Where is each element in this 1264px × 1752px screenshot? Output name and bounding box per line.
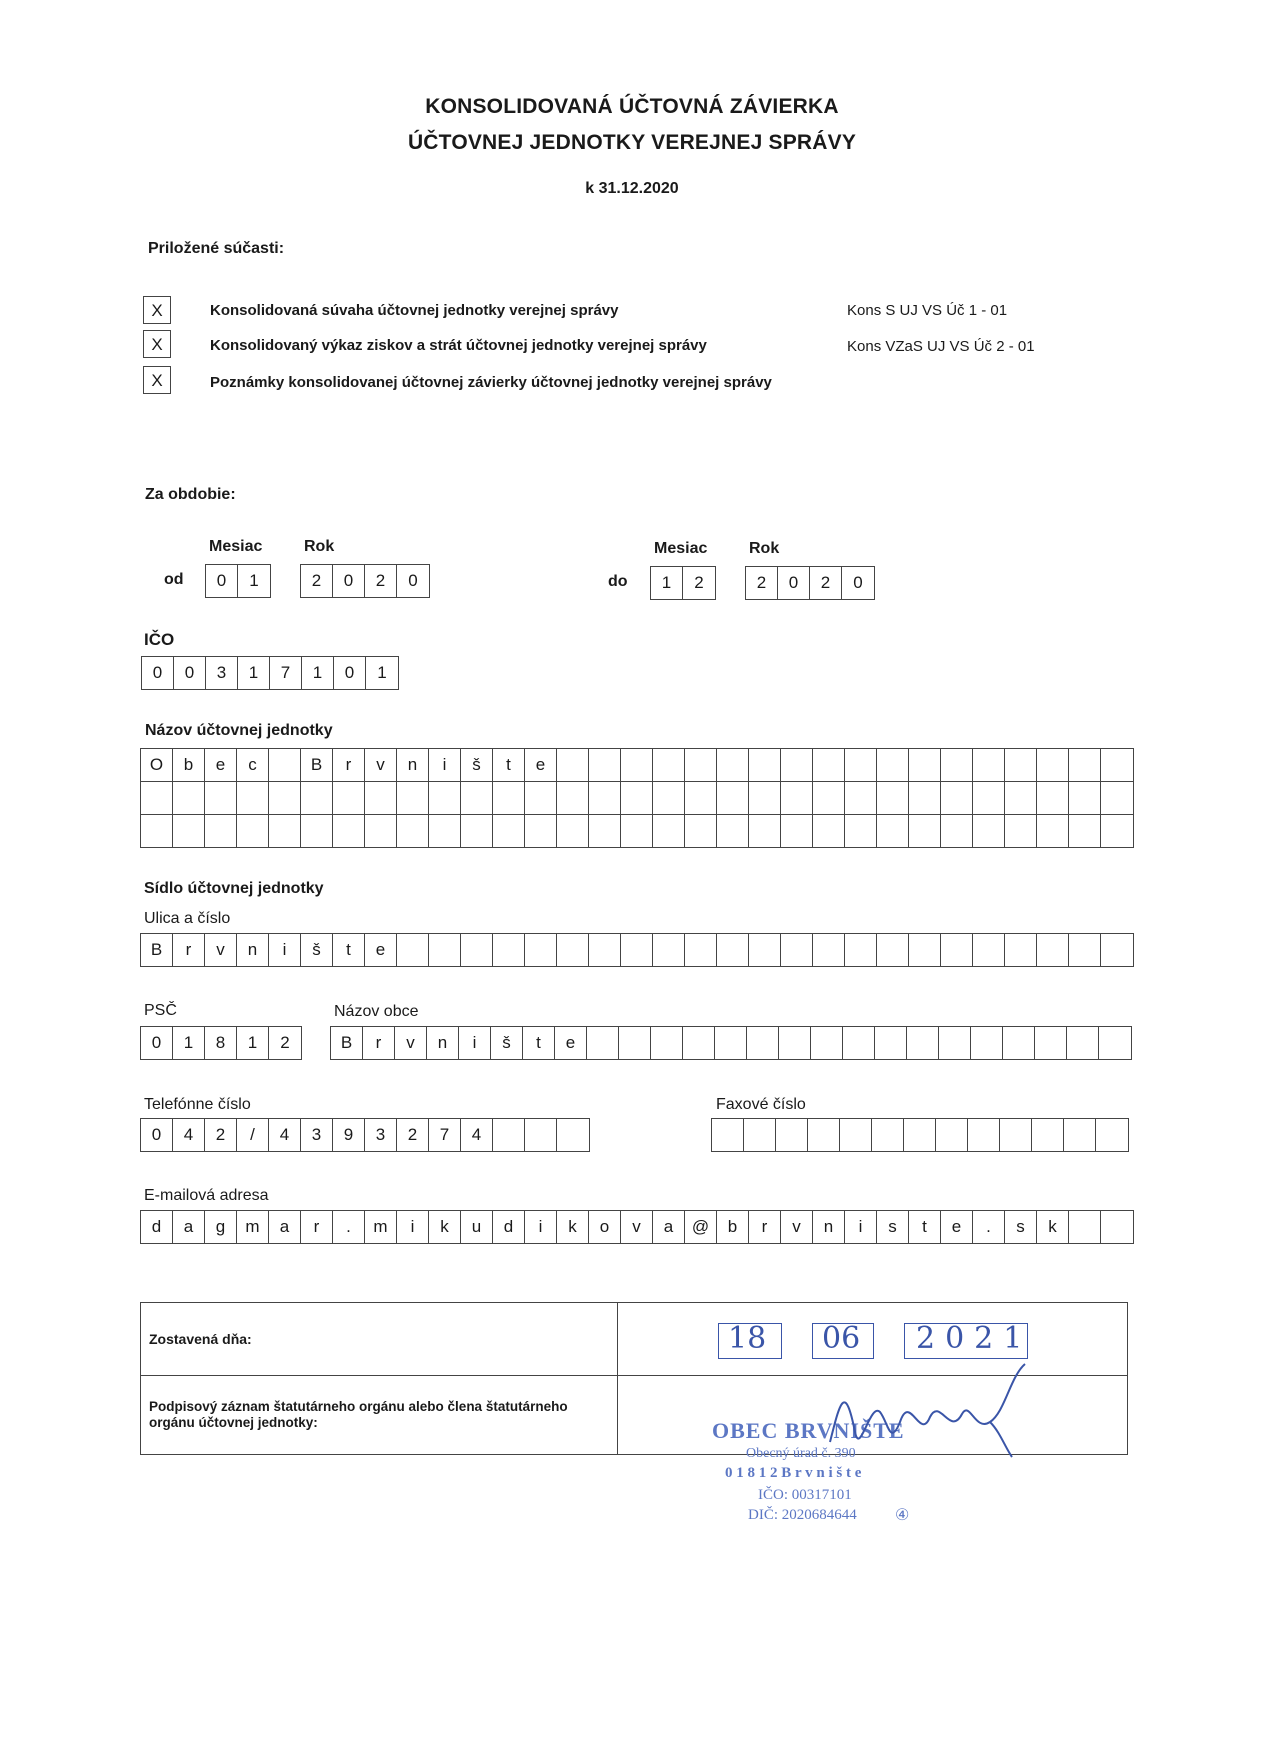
char-cell: [1069, 815, 1101, 847]
char-cell: [909, 782, 941, 814]
attachment-label-3: Poznámky konsolidovanej účtovnej závierky účtovnej jednotky verejnej správy: [210, 374, 772, 391]
stamp-line3: 0 1 8 1 2 B r v n i š t e: [725, 1465, 862, 1481]
char-cell: [557, 1119, 589, 1151]
char-cell: r: [333, 749, 365, 781]
char-cell: [909, 749, 941, 781]
char-cell: [779, 1027, 811, 1059]
char-cell: r: [363, 1027, 395, 1059]
name-row: [141, 749, 1133, 782]
city-label: Názov obce: [334, 1003, 419, 1020]
char-cell: [461, 815, 493, 847]
char-cell: k: [557, 1211, 589, 1243]
char-cell: [971, 1027, 1003, 1059]
char-cell: @: [685, 1211, 717, 1243]
char-cell: o: [589, 1211, 621, 1243]
digit-cell: 7: [270, 657, 302, 689]
char-cell: e: [365, 934, 397, 966]
char-cell: [941, 782, 973, 814]
char-cell: [557, 749, 589, 781]
char-cell: 4: [173, 1119, 205, 1151]
from-label: od: [164, 571, 184, 588]
to-month-field[interactable]: [650, 566, 716, 600]
char-cell: [781, 749, 813, 781]
char-cell: [333, 782, 365, 814]
char-cell: [1037, 815, 1069, 847]
char-cell: [747, 1027, 779, 1059]
char-cell: [909, 934, 941, 966]
char-cell: [685, 934, 717, 966]
char-cell: r: [173, 934, 205, 966]
char-cell: 1: [173, 1027, 205, 1059]
char-cell: B: [331, 1027, 363, 1059]
char-cell: [525, 815, 557, 847]
char-cell: [237, 782, 269, 814]
char-cell: b: [717, 1211, 749, 1243]
char-cell: v: [621, 1211, 653, 1243]
city-field[interactable]: [330, 1026, 1132, 1060]
char-cell: [907, 1027, 939, 1059]
char-cell: [941, 934, 973, 966]
char-cell: i: [845, 1211, 877, 1243]
char-cell: [301, 815, 333, 847]
char-cell: r: [301, 1211, 333, 1243]
char-cell: [813, 815, 845, 847]
char-cell: m: [365, 1211, 397, 1243]
char-cell: i: [459, 1027, 491, 1059]
char-cell: [685, 815, 717, 847]
char-cell: [904, 1119, 936, 1151]
char-cell: [845, 934, 877, 966]
char-cell: [1067, 1027, 1099, 1059]
digit-cell: 0: [206, 565, 238, 597]
digit-cell: 1: [302, 657, 334, 689]
to-year-field[interactable]: [745, 566, 875, 600]
char-cell: t: [909, 1211, 941, 1243]
char-cell: [877, 934, 909, 966]
char-cell: .: [333, 1211, 365, 1243]
char-cell: O: [141, 749, 173, 781]
char-cell: k: [429, 1211, 461, 1243]
attachment-checkbox-3[interactable]: X: [143, 366, 171, 394]
char-cell: [1069, 934, 1101, 966]
char-cell: v: [395, 1027, 427, 1059]
psc-field[interactable]: [140, 1026, 302, 1060]
char-cell: B: [301, 749, 333, 781]
attachment-label-1: Konsolidovaná súvaha účtovnej jednotky verejnej správy: [210, 302, 619, 319]
compiled-month: 06: [822, 1321, 861, 1356]
attachments-heading: Priložené súčasti:: [148, 240, 285, 257]
char-cell: t: [523, 1027, 555, 1059]
digit-cell: 2: [301, 565, 333, 597]
char-cell: c: [237, 749, 269, 781]
char-cell: [397, 782, 429, 814]
char-cell: [973, 749, 1005, 781]
street-label: Ulica a číslo: [144, 910, 231, 927]
char-cell: [621, 934, 653, 966]
char-cell: [968, 1119, 1000, 1151]
digit-cell: 2: [365, 565, 397, 597]
char-cell: [877, 782, 909, 814]
char-cell: [939, 1027, 971, 1059]
char-cell: [589, 782, 621, 814]
char-cell: [877, 749, 909, 781]
char-cell: [808, 1119, 840, 1151]
char-cell: [1005, 815, 1037, 847]
char-cell: n: [237, 934, 269, 966]
name-row: [141, 815, 1133, 847]
digit-cell: 1: [249, 571, 259, 590]
char-cell: [685, 782, 717, 814]
char-cell: [173, 815, 205, 847]
char-cell: [941, 749, 973, 781]
char-cell: [973, 934, 1005, 966]
char-cell: [621, 749, 653, 781]
char-cell: t: [333, 934, 365, 966]
stamp-title: OBEC BRVNIŠTE: [712, 1418, 905, 1443]
digit-cell: 0: [333, 565, 365, 597]
char-cell: [845, 749, 877, 781]
char-cell: [269, 815, 301, 847]
char-cell: [1069, 749, 1101, 781]
char-cell: i: [397, 1211, 429, 1243]
char-cell: d: [141, 1211, 173, 1243]
attachment-code-1: Kons S UJ VS Úč 1 - 01: [847, 302, 1008, 319]
char-cell: [205, 815, 237, 847]
char-cell: 0: [141, 1027, 173, 1059]
char-cell: [1035, 1027, 1067, 1059]
char-cell: [875, 1027, 907, 1059]
char-cell: 8: [205, 1027, 237, 1059]
char-cell: [651, 1027, 683, 1059]
char-cell: [461, 934, 493, 966]
char-cell: 2: [397, 1119, 429, 1151]
char-cell: [557, 815, 589, 847]
compiled-day: 18: [728, 1321, 767, 1356]
char-cell: [813, 934, 845, 966]
signature-scribble: [800, 1362, 1060, 1472]
char-cell: 4: [461, 1119, 493, 1151]
attachment-code-2: Kons VZaS UJ VS Úč 2 - 01: [847, 338, 1035, 355]
char-cell: /: [237, 1119, 269, 1151]
char-cell: [872, 1119, 904, 1151]
char-cell: [653, 749, 685, 781]
char-cell: [749, 749, 781, 781]
char-cell: [333, 815, 365, 847]
char-cell: [429, 934, 461, 966]
stamp-line5: DIČ: 2020684644: [748, 1507, 857, 1523]
phone-field[interactable]: [140, 1118, 590, 1152]
char-cell: [685, 749, 717, 781]
char-cell: 2: [280, 1033, 290, 1052]
to-month-label: Mesiac: [654, 540, 708, 557]
char-cell: r: [749, 1211, 781, 1243]
char-cell: [749, 782, 781, 814]
char-cell: [1099, 1027, 1131, 1059]
char-cell: [1069, 1211, 1101, 1243]
char-cell: i: [269, 934, 301, 966]
char-cell: e: [555, 1027, 587, 1059]
char-cell: [843, 1027, 875, 1059]
ico-label: IČO: [144, 630, 175, 649]
digit-cell: 0: [778, 567, 810, 599]
char-cell: [1005, 749, 1037, 781]
from-year-label: Rok: [304, 538, 335, 555]
digit-cell: 1: [377, 663, 387, 682]
char-cell: [237, 815, 269, 847]
char-cell: [1005, 934, 1037, 966]
char-cell: i: [525, 1211, 557, 1243]
digit-cell: 0: [408, 571, 418, 590]
char-cell: [749, 815, 781, 847]
char-cell: s: [1005, 1211, 1037, 1243]
char-cell: [493, 815, 525, 847]
address-heading: Sídlo účtovnej jednotky: [144, 880, 324, 897]
char-cell: [781, 782, 813, 814]
digit-cell: 0: [853, 573, 863, 592]
char-cell: 2: [205, 1119, 237, 1151]
stamp-number: ④: [895, 1507, 910, 1524]
char-cell: m: [237, 1211, 269, 1243]
char-cell: [525, 1119, 557, 1151]
char-cell: [813, 749, 845, 781]
fax-label: Faxové číslo: [716, 1096, 806, 1113]
char-cell: [781, 934, 813, 966]
char-cell: t: [493, 749, 525, 781]
char-cell: 3: [301, 1119, 333, 1151]
char-cell: [717, 782, 749, 814]
char-cell: [397, 934, 429, 966]
char-cell: [1003, 1027, 1035, 1059]
char-cell: [776, 1119, 808, 1151]
char-cell: [877, 815, 909, 847]
char-cell: [749, 934, 781, 966]
digit-cell: 1: [238, 657, 270, 689]
char-cell: [1101, 782, 1133, 814]
digit-cell: 0: [334, 657, 366, 689]
attachment-label-2: Konsolidovaný výkaz ziskov a strát účtovnej jednotky verejnej správy: [210, 337, 707, 354]
char-cell: [365, 815, 397, 847]
char-cell: d: [493, 1211, 525, 1243]
digit-cell: 3: [206, 657, 238, 689]
char-cell: [587, 1027, 619, 1059]
attachment-checkbox-2[interactable]: X: [143, 330, 171, 358]
char-cell: [397, 815, 429, 847]
char-cell: [1032, 1119, 1064, 1151]
char-cell: v: [205, 934, 237, 966]
char-cell: [461, 782, 493, 814]
email-label: E-mailová adresa: [144, 1187, 269, 1204]
signature-label: Podpisový záznam štatutárneho orgánu alebo člena štatutárneho orgánu účtovnej jednotky:: [141, 1376, 618, 1454]
char-cell: u: [461, 1211, 493, 1243]
char-cell: g: [205, 1211, 237, 1243]
char-cell: [653, 934, 685, 966]
char-cell: [525, 782, 557, 814]
digit-cell: 2: [810, 567, 842, 599]
char-cell: [1101, 1211, 1133, 1243]
char-cell: 1: [237, 1027, 269, 1059]
street-field[interactable]: [140, 933, 1134, 967]
char-cell: 7: [429, 1119, 461, 1151]
char-cell: [717, 749, 749, 781]
signature-stroke: [830, 1364, 1025, 1457]
char-cell: [557, 782, 589, 814]
char-cell: š: [461, 749, 493, 781]
char-cell: [1101, 815, 1133, 847]
char-cell: [1101, 934, 1133, 966]
char-cell: [589, 815, 621, 847]
digit-cell: 0: [142, 657, 174, 689]
char-cell: [301, 782, 333, 814]
char-cell: .: [973, 1211, 1005, 1243]
char-cell: e: [525, 749, 557, 781]
name-row: [141, 782, 1133, 815]
stamp-line4: IČO: 00317101: [758, 1487, 852, 1503]
char-cell: v: [365, 749, 397, 781]
char-cell: [493, 782, 525, 814]
char-cell: [936, 1119, 968, 1151]
char-cell: [811, 1027, 843, 1059]
char-cell: [429, 782, 461, 814]
char-cell: [715, 1027, 747, 1059]
name-label: Názov účtovnej jednotky: [145, 722, 333, 739]
char-cell: [621, 782, 653, 814]
char-cell: [781, 815, 813, 847]
char-cell: [813, 782, 845, 814]
char-cell: v: [781, 1211, 813, 1243]
char-cell: [1064, 1119, 1096, 1151]
char-cell: [941, 815, 973, 847]
char-cell: [1005, 782, 1037, 814]
char-cell: [173, 782, 205, 814]
digit-cell: 2: [746, 567, 778, 599]
char-cell: a: [269, 1211, 301, 1243]
char-cell: [683, 1027, 715, 1059]
char-cell: e: [205, 749, 237, 781]
char-cell: [269, 749, 301, 781]
char-cell: [744, 1119, 776, 1151]
email-field[interactable]: [140, 1210, 1134, 1244]
char-cell: š: [491, 1027, 523, 1059]
digit-cell: 1: [651, 567, 683, 599]
char-cell: [365, 782, 397, 814]
char-cell: [619, 1027, 651, 1059]
to-label: do: [608, 573, 628, 590]
char-cell: a: [173, 1211, 205, 1243]
char-cell: [141, 815, 173, 847]
from-year-field[interactable]: [300, 564, 430, 598]
ico-field[interactable]: [141, 656, 399, 690]
char-cell: s: [877, 1211, 909, 1243]
form-subtitle: ÚČTOVNEJ JEDNOTKY VEREJNEJ SPRÁVY: [407, 131, 857, 154]
attachment-checkbox-1[interactable]: X: [143, 296, 171, 324]
form-title: KONSOLIDOVANÁ ÚČTOVNÁ ZÁVIERKA: [425, 95, 839, 118]
period-heading: Za obdobie:: [145, 486, 236, 503]
digit-cell: 2: [694, 573, 704, 592]
char-cell: 4: [269, 1119, 301, 1151]
char-cell: 3: [365, 1119, 397, 1151]
char-cell: 0: [141, 1119, 173, 1151]
char-cell: [653, 815, 685, 847]
to-year-label: Rok: [749, 540, 780, 557]
char-cell: [973, 815, 1005, 847]
char-cell: [1069, 782, 1101, 814]
char-cell: [712, 1119, 744, 1151]
char-cell: [525, 934, 557, 966]
char-cell: [589, 749, 621, 781]
char-cell: [1096, 1119, 1128, 1151]
char-cell: i: [429, 749, 461, 781]
char-cell: [589, 934, 621, 966]
char-cell: [141, 782, 173, 814]
char-cell: [717, 815, 749, 847]
char-cell: [429, 815, 461, 847]
char-cell: e: [941, 1211, 973, 1243]
digit-cell: 0: [174, 657, 206, 689]
compiled-label: Zostavená dňa:: [141, 1303, 618, 1375]
char-cell: b: [173, 749, 205, 781]
fax-field[interactable]: [711, 1118, 1129, 1152]
char-cell: [269, 782, 301, 814]
compiled-year: 2021: [916, 1321, 1033, 1356]
char-cell: [909, 815, 941, 847]
name-field[interactable]: [140, 748, 1134, 848]
stamp-line2: Obecný úrad č. 390: [746, 1446, 856, 1461]
psc-label: PSČ: [144, 1002, 177, 1019]
phone-label: Telefónne číslo: [144, 1096, 251, 1113]
char-cell: [493, 934, 525, 966]
char-cell: [845, 782, 877, 814]
char-cell: n: [427, 1027, 459, 1059]
char-cell: [557, 934, 589, 966]
char-cell: k: [1037, 1211, 1069, 1243]
char-cell: n: [397, 749, 429, 781]
char-cell: [1000, 1119, 1032, 1151]
char-cell: [1037, 934, 1069, 966]
char-cell: [973, 782, 1005, 814]
char-cell: [493, 1119, 525, 1151]
char-cell: B: [141, 934, 173, 966]
char-cell: [845, 815, 877, 847]
from-month-label: Mesiac: [209, 538, 263, 555]
char-cell: [840, 1119, 872, 1151]
char-cell: 9: [333, 1119, 365, 1151]
char-cell: [621, 815, 653, 847]
char-cell: a: [653, 1211, 685, 1243]
char-cell: n: [813, 1211, 845, 1243]
char-cell: [653, 782, 685, 814]
char-cell: [1037, 782, 1069, 814]
char-cell: [205, 782, 237, 814]
char-cell: š: [301, 934, 333, 966]
char-cell: [1101, 749, 1133, 781]
from-month-field[interactable]: [205, 564, 271, 598]
char-cell: [1037, 749, 1069, 781]
form-date: k 31.12.2020: [585, 180, 679, 197]
char-cell: [717, 934, 749, 966]
